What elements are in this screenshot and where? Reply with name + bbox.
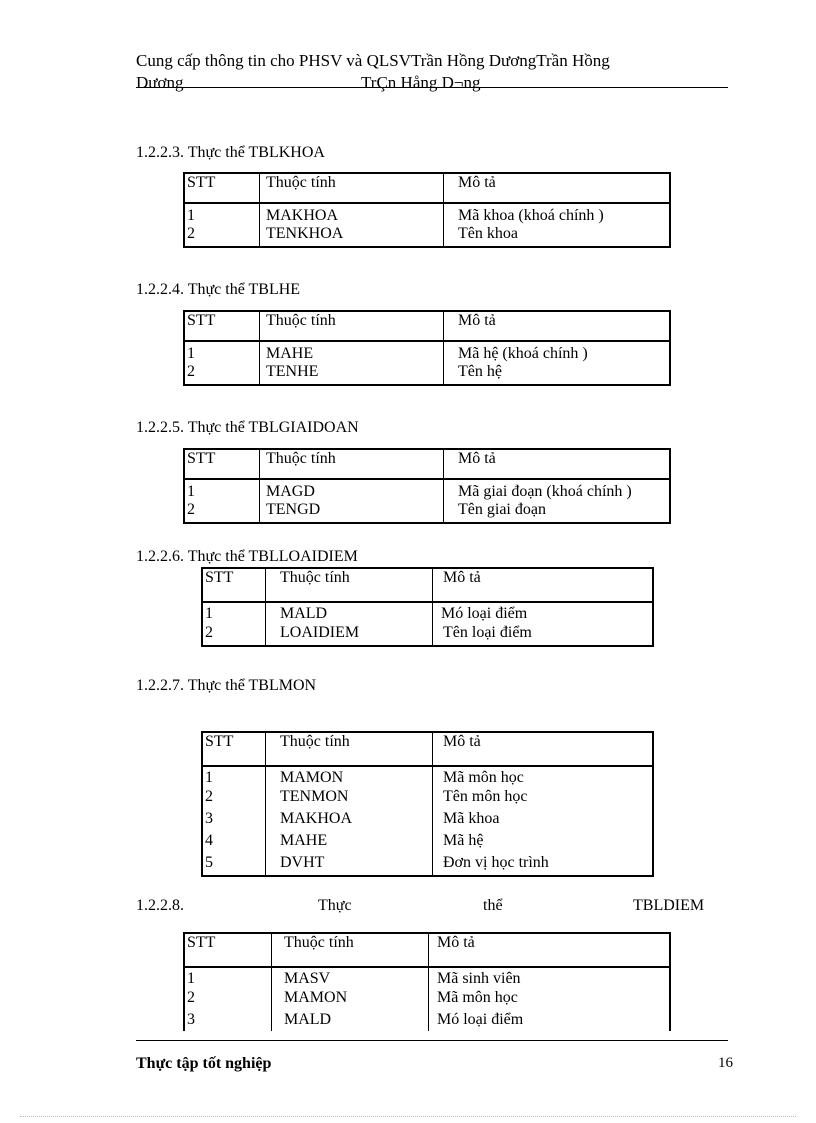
- header-stt: STT: [184, 933, 272, 967]
- cell-attribute: MAMON: [272, 989, 429, 1011]
- header-line-2-left: Dương: [136, 73, 184, 92]
- cell-description: Tên loại điểm: [443, 624, 532, 641]
- cell-description: Đơn vị học trình: [443, 854, 549, 871]
- cell-description: Tên khoa: [458, 225, 518, 242]
- table-row: [184, 225, 670, 247]
- table-tblloaidiem: [201, 567, 654, 647]
- table-row: [184, 341, 670, 363]
- cell-attribute: MALD: [266, 602, 433, 624]
- header-stt: STT: [184, 173, 260, 203]
- header-description: Mô tả: [429, 933, 671, 967]
- header-description: Mô tả: [444, 173, 671, 203]
- header-stt: STT: [202, 732, 266, 766]
- cell-attribute: TENGD: [260, 501, 444, 523]
- header-attribute: Thuộc tính: [260, 173, 444, 203]
- header-rule: [136, 87, 728, 88]
- cell-stt: 2: [184, 225, 260, 247]
- cell-description: Tên giai đoạn: [458, 501, 546, 518]
- cell-description: Tên môn học: [443, 788, 528, 805]
- cell-attribute: TENMON: [266, 788, 433, 810]
- page-bottom-edge: [20, 1116, 796, 1117]
- cell-stt: 1: [184, 203, 260, 225]
- cell-description: Tên hệ: [458, 363, 502, 380]
- cell-stt: 2: [184, 363, 260, 385]
- cell-stt: 1: [184, 341, 260, 363]
- header-attribute: Thuộc tính: [260, 449, 444, 479]
- header-attribute: Thuộc tính: [260, 311, 444, 341]
- table-header-row: [184, 933, 670, 967]
- cell-attribute: MAKHOA: [260, 203, 444, 225]
- cell-attribute: MAHE: [260, 341, 444, 363]
- table-header-row: [184, 449, 670, 479]
- table-row: [184, 967, 670, 989]
- cell-stt: 1: [202, 602, 266, 624]
- table-row: [184, 363, 670, 385]
- table-header-row: [184, 311, 670, 341]
- header-stt: STT: [202, 568, 266, 602]
- cell-attribute: TENKHOA: [260, 225, 444, 247]
- header-attribute: Thuộc tính: [272, 933, 429, 967]
- table-header-row: [202, 732, 653, 766]
- section-title-tblgiaidoan: 1.2.2.5. Thực thể TBLGIAIDOAN: [136, 419, 359, 436]
- cell-attribute: MAMON: [266, 766, 433, 788]
- footer-rule: [136, 1040, 728, 1041]
- table-row: [202, 624, 653, 646]
- table-row: [202, 602, 653, 624]
- header-line-1: Cung cấp thông tin cho PHSV và QLSVTrần Hồng DươngTrần Hồng: [136, 51, 610, 70]
- section-title-tblhe: 1.2.2.4. Thực thể TBLHE: [136, 281, 301, 298]
- header-attribute: Thuộc tính: [266, 568, 433, 602]
- header-attribute: Thuộc tính: [266, 732, 433, 766]
- cell-stt: 3: [202, 810, 266, 832]
- header-description: Mô tả: [444, 449, 671, 479]
- table-row: [202, 766, 653, 788]
- header-stt: STT: [184, 311, 260, 341]
- table-tblhe: [183, 310, 671, 386]
- cell-description: Mã môn học: [437, 989, 518, 1006]
- cell-description: Mã giai đoạn (khoá chính ): [458, 483, 632, 500]
- cell-stt: 1: [184, 967, 272, 989]
- table-tblgiaidoan: [183, 448, 671, 524]
- section-title-tblmon: 1.2.2.7. Thực thể TBLMON: [136, 677, 317, 694]
- cell-description: Mã hệ (khoá chính ): [458, 345, 588, 362]
- table-header-row: [202, 568, 653, 602]
- cell-stt: 4: [202, 832, 266, 854]
- cell-stt: 1: [184, 479, 260, 501]
- cell-attribute: MAGD: [260, 479, 444, 501]
- table-row: [202, 832, 653, 854]
- footer-title: Thực tập tốt nghiệp: [136, 1055, 272, 1072]
- cell-description: Mó loại điểm: [437, 1011, 524, 1028]
- table-row: [202, 788, 653, 810]
- table-tblkhoa: [183, 172, 671, 248]
- cell-attribute: MAHE: [266, 832, 433, 854]
- table-row: [184, 501, 670, 523]
- cell-stt: 1: [202, 766, 266, 788]
- cell-description: Mã khoa: [443, 810, 500, 827]
- cell-attribute: MAKHOA: [266, 810, 433, 832]
- cell-description: Mã môn học: [443, 769, 524, 786]
- cell-stt: 2: [202, 788, 266, 810]
- table-row: [184, 989, 670, 1011]
- section-title-tblloaidiem: 1.2.2.6. Thực thể TBLLOAIDIEM: [136, 548, 358, 565]
- header-stt: STT: [184, 449, 260, 479]
- cell-attribute: MALD: [272, 1011, 429, 1031]
- section-title-tbldiem-number: 1.2.2.8.: [136, 897, 184, 914]
- section-title-tbldiem-word-3: TBLDIEM: [633, 897, 705, 914]
- cell-description: Mã hệ: [443, 832, 484, 849]
- header-description: Mô tả: [444, 311, 671, 341]
- cell-stt: 2: [202, 624, 266, 646]
- header-description: Mô tả: [433, 732, 654, 766]
- cell-description: Mã sinh viên: [437, 970, 521, 987]
- table-row: [184, 479, 670, 501]
- cell-attribute: LOAIDIEM: [266, 624, 433, 646]
- table-row: [184, 203, 670, 225]
- table-tbldiem: [183, 932, 671, 1031]
- cell-attribute: DVHT: [266, 854, 433, 876]
- cell-attribute: MASV: [272, 967, 429, 989]
- header-line-2-center: TrÇn Hång D¬ng: [361, 73, 481, 92]
- header-description: Mô tả: [433, 568, 654, 602]
- table-header-row: [184, 173, 670, 203]
- table-row: [202, 854, 653, 876]
- cell-attribute: TENHE: [260, 363, 444, 385]
- table-tblmon: [201, 731, 654, 877]
- table-row: [202, 810, 653, 832]
- cell-stt: 2: [184, 501, 260, 523]
- page-number: 16: [718, 1055, 733, 1071]
- cell-description: Mã khoa (khoá chính ): [458, 207, 604, 224]
- section-title-tbldiem-word-1: Thực: [318, 897, 352, 914]
- cell-stt: 2: [184, 989, 272, 1011]
- table-row: [184, 1011, 670, 1031]
- section-title-tblkhoa: 1.2.2.3. Thực thể TBLKHOA: [136, 144, 325, 161]
- cell-stt: 5: [202, 854, 266, 876]
- cell-description: Mó loại điểm: [441, 605, 528, 622]
- section-title-tbldiem-word-2: thể: [483, 897, 503, 914]
- cell-stt: 3: [184, 1011, 272, 1031]
